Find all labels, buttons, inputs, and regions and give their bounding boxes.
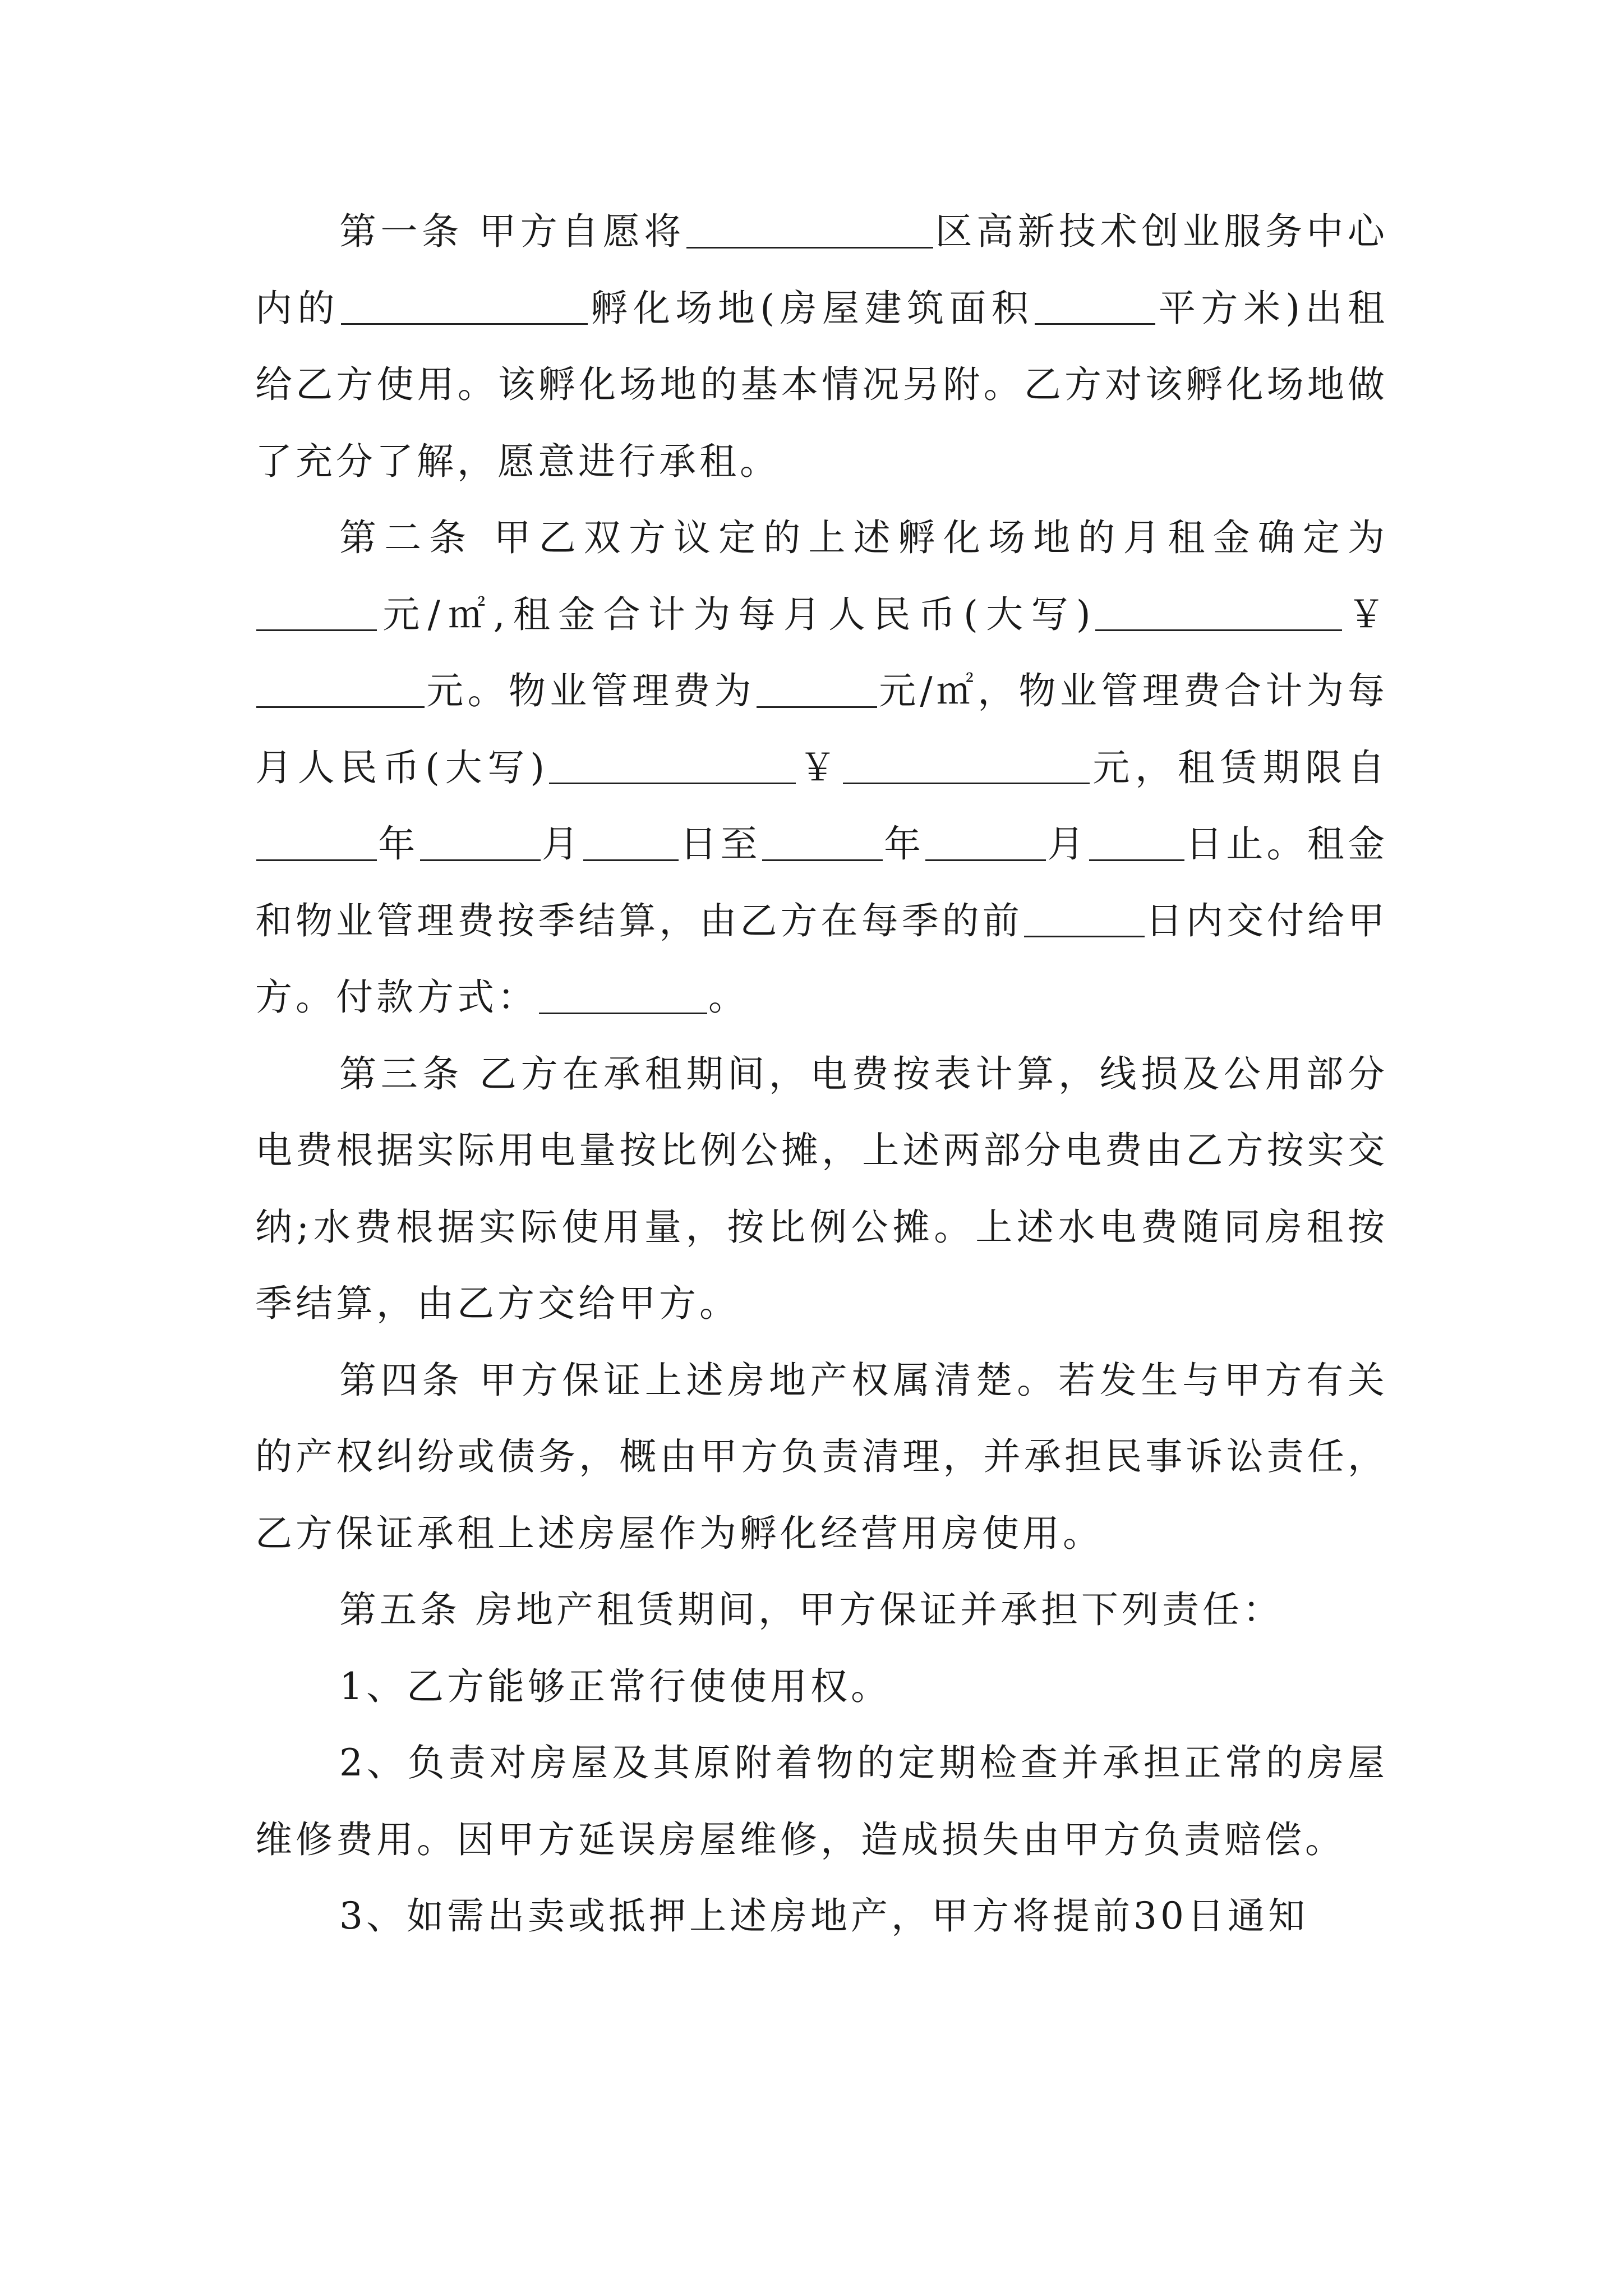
clause-article-4 [255,1342,1388,1572]
clause-text: 元。物业管理费为 [426,669,755,712]
fill-in-blank [539,976,707,1014]
fill-in-blank [925,822,1046,861]
clause-text: 1、乙方能够正常行使使用权。 [339,1664,891,1708]
fill-in-blank [549,746,796,784]
fill-in-blank [762,822,883,861]
clause-text: 日内交付给甲方。付款方式： [255,899,1389,1019]
clause-text: 第二条 甲乙双方议定的上述孵化场地的月租金确定为 [339,516,1388,559]
clause-text: 元，租赁期限自 [1090,746,1388,789]
clause-text: ￥ [1343,592,1389,636]
fill-in-blank [686,210,933,249]
clause-text: 元/㎡，物业管理费合计为每月人民币(大写) [255,669,1388,789]
clause-text: 2、负责对房屋及其原附着物的定期检查并承担正常的房屋维修费用。因甲方延误房屋维修，造成损失由甲方负责赔偿。 [255,1741,1388,1861]
clause-text: 年 [883,822,925,866]
fill-in-blank [256,822,377,861]
clause-text: 元/㎡,租金合计为每月人民币(大写) [378,592,1094,636]
clause-item-2 [255,1725,1388,1878]
clause-article-2 [255,500,1388,1036]
fill-in-blank [341,286,588,325]
clause-text: 平方米)出租给乙方使用。该孵化场地的基本情况另附。乙方对该孵化场地做了充分了解，愿意进行承租。 [255,286,1389,483]
clause-text: 第一条 甲方自愿将 [339,210,685,253]
fill-in-blank [256,592,377,631]
fill-in-blank [1095,592,1342,631]
clause-text: 第三条 乙方在承租期间，电费按表计算，线损及公用部分电费根据实际用电量按比例公摊，上述两部分电费由乙方按实交纳;水费根据实际使用量，按比例公摊。上述水电费随同房租按季结算，由乙方交给甲方。 [255,1052,1388,1325]
clause-item-1 [255,1649,1388,1726]
clause-text: 孵化场地(房屋建筑面积 [588,286,1034,330]
clause-article-1 [255,194,1388,500]
clause-text: 日止。租金和物业管理费按季结算，由乙方在每季的前 [255,822,1388,942]
fill-in-blank [1089,822,1184,861]
fill-in-blank [757,669,877,708]
fill-in-blank [256,669,425,708]
clause-text: 月 [1047,822,1088,866]
fill-in-blank [1035,286,1155,325]
contract-body [255,194,1388,1955]
clause-text: 第五条 房地产租赁期间，甲方保证并承担下列责任： [339,1588,1283,1631]
clause-text: 3、如需出卖或抵押上述房地产，甲方将提前30日通知 [339,1894,1308,1938]
fill-in-blank [843,746,1090,784]
clause-item-3 [255,1878,1388,1955]
clause-article-5 [255,1572,1388,1649]
clause-text: 月 [541,822,582,866]
clause-text: 第四条 甲方保证上述房地产权属清楚。若发生与甲方有关的产权纠纷或债务，概由甲方负责清理，并承担民事诉讼责任，乙方保证承租上述房屋作为孵化经营用房使用。 [255,1358,1388,1555]
clause-text: 日至 [680,822,761,866]
fill-in-blank [420,822,541,861]
fill-in-blank [1024,899,1145,937]
clause-text: 年 [378,822,419,866]
clause-article-3 [255,1036,1388,1342]
clause-text: ￥ [796,746,842,789]
clause-text: 。 [708,976,749,1019]
clause-text: 区高新技术创业服务中心内的 [255,210,1388,330]
fill-in-blank [583,822,679,861]
